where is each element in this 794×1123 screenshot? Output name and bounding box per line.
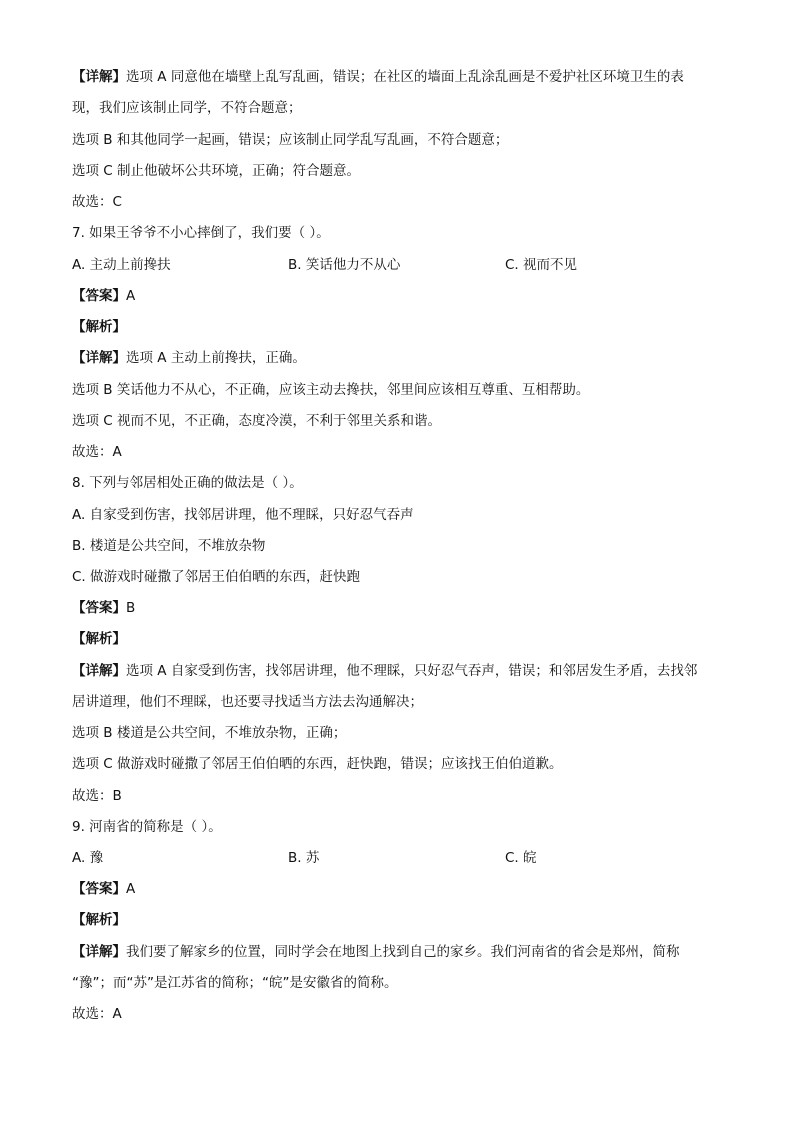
detail-label: 【详解】 bbox=[72, 350, 126, 366]
answer-label: 【答案】 bbox=[72, 881, 126, 897]
q6-detail-line-1 bbox=[72, 68, 734, 86]
answer-value: B bbox=[126, 600, 136, 616]
q8-option-a: A. 自家受到伤害，找邻居讲理，他不理睬，只好忍气吞声 bbox=[72, 507, 414, 523]
detail-text: 选项 A 同意他在墙壁上乱写乱画，错误；在社区的墙面上乱涂乱画是不爱护社区环境卫生的表 bbox=[126, 69, 684, 85]
q8-answer bbox=[72, 599, 734, 617]
q7-analysis-label bbox=[72, 318, 734, 336]
q7-question: 7. 如果王爷爷不小心摔倒了，我们要（ ）。 bbox=[72, 225, 330, 241]
q8-detail-line-1 bbox=[72, 662, 734, 680]
q7-detail-b: 选项 B 笑话他力不从心，不正确，应该主动去搀扶，邻里间应该相互尊重、互相帮助。 bbox=[72, 382, 590, 398]
q7-option-a: A. 主动上前搀扶 bbox=[72, 257, 171, 273]
detail-text: 选项 A 自家受到伤害，找邻居讲理，他不理睬，只好忍气吞声，错误；和邻居发生矛盾，去找邻 bbox=[126, 663, 698, 679]
q6-detail-line-2: 现，我们应该制止同学，不符合题意； bbox=[72, 100, 302, 116]
detail-label: 【详解】 bbox=[72, 663, 126, 679]
q8-detail-line-2: 居讲道理，他们不理睬，也还要寻找适当方法去沟通解决； bbox=[72, 694, 423, 710]
detail-label: 【详解】 bbox=[72, 69, 126, 85]
q7-choice: 故选：A bbox=[72, 444, 122, 460]
detail-label: 【详解】 bbox=[72, 944, 126, 960]
q8-analysis-label bbox=[72, 630, 734, 648]
q9-option-a: A. 豫 bbox=[72, 850, 104, 866]
q7-detail-c: 选项 C 视而不见，不正确，态度冷漠，不利于邻里关系和谐。 bbox=[72, 413, 442, 429]
q9-analysis-label bbox=[72, 911, 734, 929]
answer-label: 【答案】 bbox=[72, 600, 126, 616]
q6-choice: 故选：C bbox=[72, 194, 122, 210]
q9-detail-line-2: “豫”；而“苏”是江苏省的简称；“皖”是安徽省的简称。 bbox=[72, 975, 398, 991]
q8-detail-c: 选项 C 做游戏时碰撒了邻居王伯伯晒的东西，赶快跑，错误；应该找王伯伯道歉。 bbox=[72, 756, 563, 772]
q9-option-c: C. 皖 bbox=[505, 850, 537, 866]
q7-option-b: B. 笑话他力不从心 bbox=[288, 257, 401, 273]
answer-label: 【答案】 bbox=[72, 288, 126, 304]
analysis-label: 【解析】 bbox=[72, 631, 126, 647]
q8-option-b: B. 楼道是公共空间，不堆放杂物 bbox=[72, 538, 266, 554]
q8-question: 8. 下列与邻居相处正确的做法是（ ）。 bbox=[72, 475, 303, 491]
q9-question: 9. 河南省的简称是（ ）。 bbox=[72, 819, 222, 835]
q6-option-b-detail: 选项 B 和其他同学一起画，错误；应该制止同学乱写乱画，不符合题意； bbox=[72, 132, 509, 148]
detail-text: 我们要了解家乡的位置，同时学会在地图上找到自己的家乡。我们河南省的省会是郑州，简称 bbox=[126, 944, 680, 960]
q8-option-c: C. 做游戏时碰撒了邻居王伯伯晒的东西，赶快跑 bbox=[72, 569, 361, 585]
detail-text: 选项 A 主动上前搀扶，正确。 bbox=[126, 350, 306, 366]
q9-answer bbox=[72, 880, 734, 898]
q7-answer bbox=[72, 287, 734, 305]
answer-value: A bbox=[126, 881, 136, 897]
q8-detail-b: 选项 B 楼道是公共空间，不堆放杂物，正确； bbox=[72, 725, 347, 741]
q9-choice: 故选：A bbox=[72, 1006, 122, 1022]
q6-option-c-detail: 选项 C 制止他破坏公共环境，正确；符合题意。 bbox=[72, 163, 361, 179]
q8-choice: 故选：B bbox=[72, 788, 122, 804]
analysis-label: 【解析】 bbox=[72, 912, 126, 928]
answer-value: A bbox=[126, 288, 136, 304]
analysis-label: 【解析】 bbox=[72, 319, 126, 335]
q9-option-b: B. 苏 bbox=[288, 850, 320, 866]
q7-detail-a bbox=[72, 349, 734, 367]
q9-detail-line-1 bbox=[72, 943, 734, 961]
q7-option-c: C. 视而不见 bbox=[505, 257, 578, 273]
